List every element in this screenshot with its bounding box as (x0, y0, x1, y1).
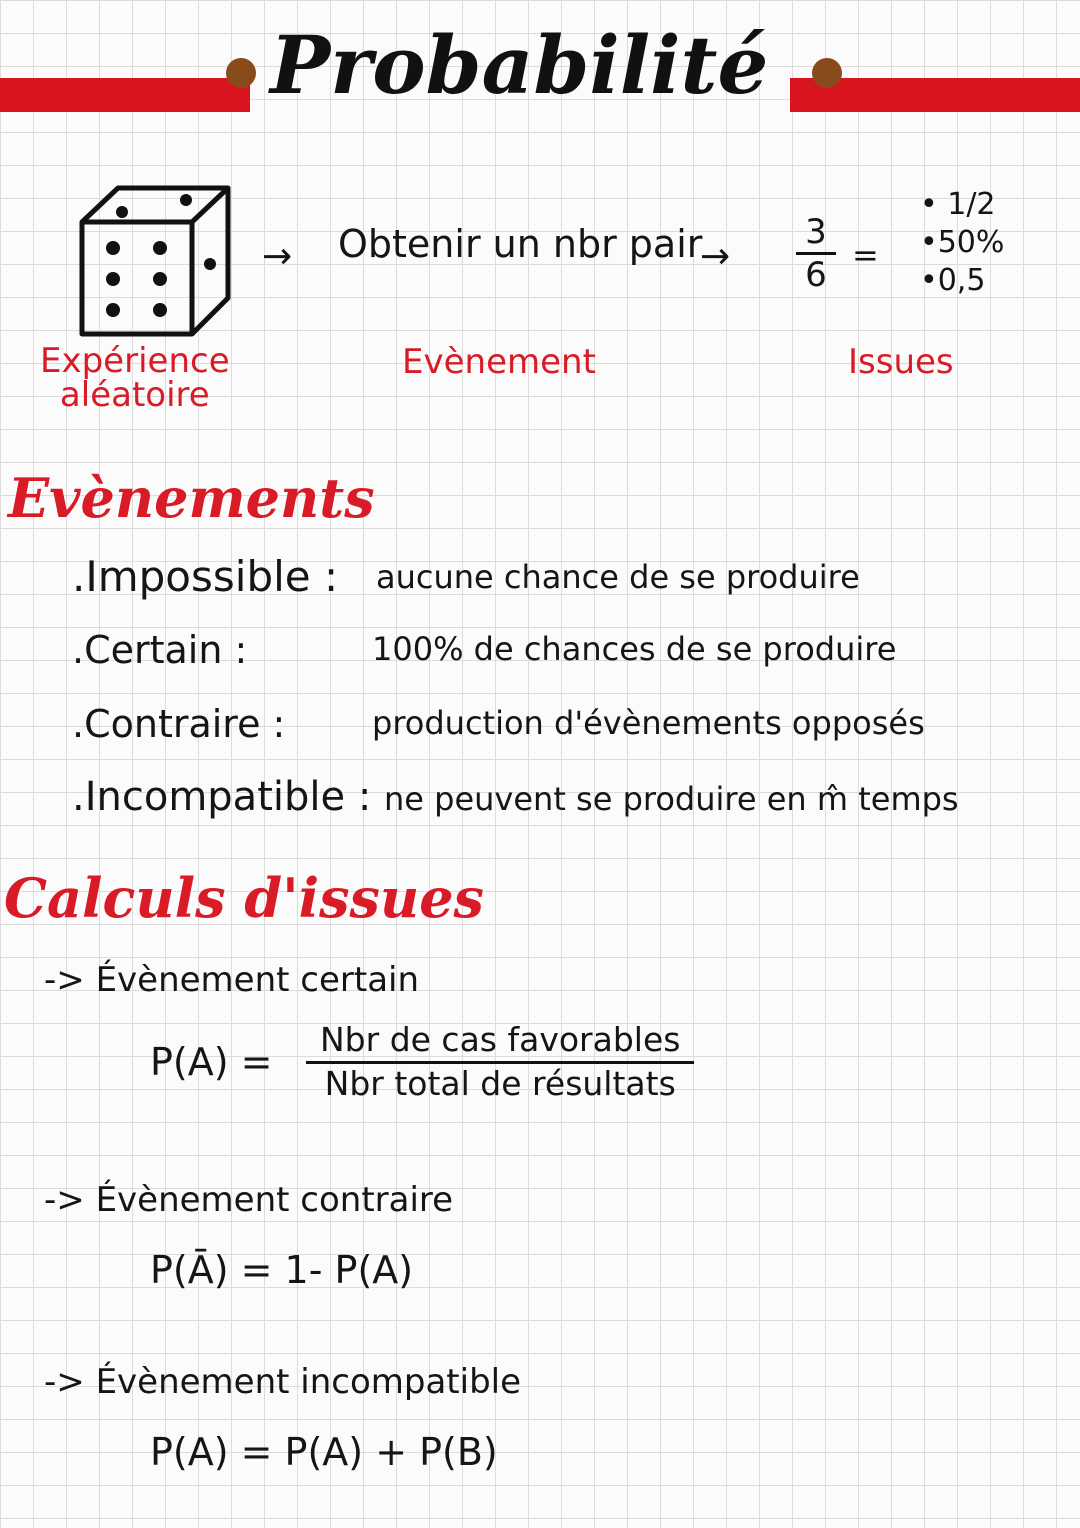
result-percent: •50% (920, 225, 1005, 260)
label-experience-line1: Expérience (40, 341, 230, 381)
term-incompatible: .Incompatible : (72, 774, 372, 820)
def-contraire: production d'évènements opposés (372, 704, 925, 742)
term-contraire: .Contraire : (72, 702, 286, 746)
fraction-denominator: 6 (805, 255, 827, 295)
calculs-heading: Calculs d'issues (4, 866, 484, 930)
page-title: Probabilité (270, 18, 769, 112)
formula-certain-lhs: P(A) = (150, 1040, 273, 1084)
pin-left-icon (226, 58, 256, 88)
section-certain-title: -> Évènement certain (44, 960, 420, 1000)
term-impossible: .Impossible : (72, 552, 339, 601)
def-impossible: aucune chance de se produire (376, 558, 860, 596)
def-certain: 100% de chances de se produire (372, 630, 897, 668)
fraction (796, 212, 836, 295)
formula-incompatible: P(A) = P(A) + P(B) (150, 1430, 498, 1474)
fraction-numerator: 3 (796, 212, 836, 255)
label-experience (40, 341, 230, 415)
dice-icon (78, 182, 238, 342)
def-incompatible: ne peuvent se produire en m̂ temps (384, 780, 959, 818)
formula-contraire: P(Ā) = 1- P(A) (150, 1248, 414, 1292)
formula-denominator: Nbr total de résultats (324, 1064, 676, 1103)
results-list (920, 186, 1004, 300)
formula-certain-fraction (306, 1020, 694, 1103)
events-heading: Evènements (8, 466, 375, 530)
section-incompatible-title: -> Évènement incompatible (44, 1362, 522, 1402)
title-band-left (0, 78, 250, 112)
label-issues: Issues (848, 342, 954, 382)
formula-numerator: Nbr de cas favorables (306, 1020, 694, 1064)
arrow-2: → (700, 236, 731, 277)
label-event: Evènement (402, 342, 596, 382)
event-example: Obtenir un nbr pair (338, 222, 703, 266)
result-fraction: • 1/2 (920, 187, 996, 222)
result-decimal: •0,5 (920, 263, 986, 298)
equals-sign: = (852, 236, 879, 274)
pin-right-icon (812, 58, 842, 88)
label-experience-line2: aléatoire (59, 375, 210, 415)
term-certain: .Certain : (72, 628, 248, 672)
section-contraire-title: -> Évènement contraire (44, 1180, 454, 1220)
arrow-1: → (262, 236, 293, 277)
